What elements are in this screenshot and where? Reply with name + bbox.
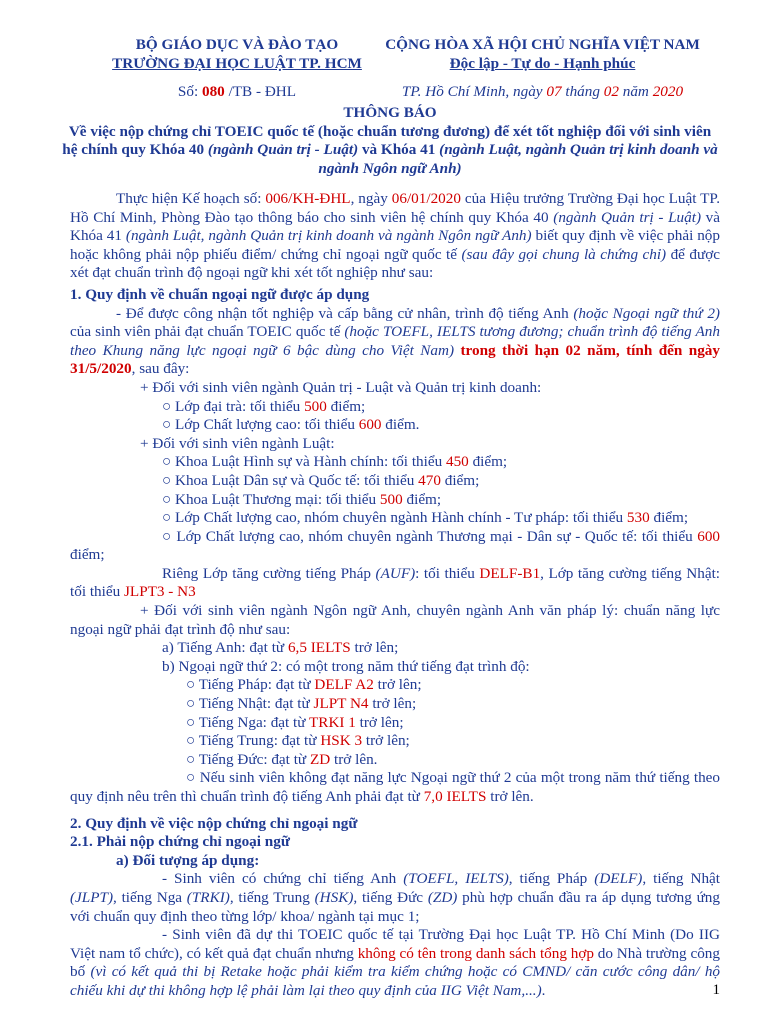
group-english-heading: + Đối với sinh viên ngành Ngôn ngữ Anh, chuyên ngành Anh văn pháp lý: chuẩn năng lực ngoại ngữ phải đạt trình độ như sau: [70, 602, 720, 638]
list-item: ○ Khoa Luật Hình sự và Hành chính: tối thiểu 450 điểm; [162, 453, 508, 471]
document-body [70, 190, 720, 1001]
motto: Độc lập - Tự do - Hạnh phúc [449, 54, 636, 72]
list-item: ○ Khoa Luật Thương mại: tối thiểu 500 điểm; [162, 490, 442, 508]
section-2-title: 2. Quy định về việc nộp chứng chỉ ngoại ngữ [70, 814, 358, 832]
fallback-ielts-note: ○ Nếu sinh viên không đạt năng lực Ngoại ngữ thứ 2 của một trong năm thứ tiếng theo quy định nêu trên thì chuẩn trình độ tiếng Anh phải đạt từ 7,0 IELTS trở lên. [70, 769, 720, 805]
list-item: ○ Tiếng Trung: đạt từ HSK 3 trở lên; [186, 732, 410, 750]
list-item: ○ Tiếng Pháp: đạt từ DELF A2 trở lên; [186, 676, 422, 694]
document-number: Số: 080 /TB - ĐHL [177, 83, 297, 101]
group-law-heading: + Đối với sinh viên ngành Luật: [140, 434, 335, 452]
notice-title-block [60, 104, 720, 178]
notice-subtitle: Về việc nộp chứng chỉ TOEIC quốc tế (hoặc chuẩn tương đương) để xét tốt nghiệp đối với sinh viên hệ chính quy Khóa 40 (ngành Quản trị - Luật) và Khóa 41 (ngành Luật, ngành Quản trị kinh doanh và ngành Ngôn ngữ Anh) [62, 122, 718, 177]
list-item: ○ Lớp đại trà: tối thiểu 500 điểm; [162, 397, 366, 415]
section-1-paragraph: - Để được công nhận tốt nghiệp và cấp bằng cử nhân, trình độ tiếng Anh (hoặc Ngoại ngữ thứ 2) của sinh viên phải đạt chuẩn TOEIC quốc tế (hoặc TOEFL, IELTS tương đương; chuẩn trình độ tiếng Anh theo Khung năng lực ngoại ngữ 6 bậc dùng cho Việt Nam) trong thời hạn 02 năm, tính đến ngày 31/5/2020, sau đây: [70, 304, 720, 378]
auf-jlpt-note: Riêng Lớp tăng cường tiếng Pháp (AUF): tối thiểu DELF-B1, Lớp tăng cường tiếng Nhật: tối thiểu JLPT3 - N3 [70, 564, 721, 601]
document-date: TP. Hồ Chí Minh, ngày 07 tháng 02 năm 2020 [401, 83, 684, 101]
list-item: ○ Lớp Chất lượng cao, nhóm chuyên ngành Thương mại - Dân sự - Quốc tế: tối thiểu 600 điểm; [70, 527, 720, 564]
section-2-paragraph: - Sinh viên có chứng chỉ tiếng Anh (TOEFL, IELTS), tiếng Pháp (DELF), tiếng Nhật (JLPT), tiếng Nga (TRKI), tiếng Trung (HSK), tiếng Đức (ZD) phù hợp chuẩn đầu ra áp dụng tương ứng với chuẩn quy định theo từng lớp/ khoa/ ngành tại mục 1; [70, 870, 721, 925]
ministry-name: BỘ GIÁO DỤC VÀ ĐÀO TẠO [135, 36, 339, 53]
page-number: 1 [712, 982, 720, 999]
list-item: b) Ngoại ngữ thứ 2: có một trong năm thứ tiếng đạt trình độ: [162, 657, 530, 675]
notice-heading: THÔNG BÁO [343, 104, 437, 121]
list-item: ○ Tiếng Đức: đạt từ ZD trở lên. [186, 750, 378, 768]
list-item: ○ Lớp Chất lượng cao, nhóm chuyên ngành Hành chính - Tư pháp: tối thiểu 530 điểm; [162, 509, 689, 527]
section-1-title: 1. Quy định về chuẩn ngoại ngữ được áp dụng [70, 285, 370, 303]
list-item: ○ Tiếng Nhật: đạt từ JLPT N4 trở lên; [186, 695, 417, 713]
section-2-paragraph: - Sinh viên đã dự thi TOEIC quốc tế tại Trường Đại học Luật TP. Hồ Chí Minh (Do IIG Việt nam tổ chức), có kết quả đạt chuẩn nhưng không có tên trong danh sách tổng hợp do Nhà trường công bố (vì có kết quả thi bị Retake hoặc phải kiểm tra kiểm chứng hoặc có CMND/ căn cước công dân/ hộ chiếu khi dự thi không hợp lệ phải làm lại theo quy định của IIG Việt Nam,...). [70, 926, 721, 999]
list-item: a) Tiếng Anh: đạt từ 6,5 IELTS trở lên; [162, 639, 399, 657]
list-item: ○ Lớp Chất lượng cao: tối thiểu 600 điểm. [162, 416, 420, 434]
applicable-subjects-heading: a) Đối tượng áp dụng: [116, 851, 260, 869]
section-2-1-title: 2.1. Phải nộp chứng chỉ ngoại ngữ [70, 833, 290, 851]
intro-paragraph: Thực hiện Kế hoạch số: 006/KH-ĐHL, ngày 06/01/2020 của Hiệu trưởng Trường Đại học Luật TP. Hồ Chí Minh, Phòng Đào tạo thông báo cho sinh viên hệ chính quy Khóa 40 (ngành Quản trị - Luật) và Khóa 41 (ngành Luật, ngành Quản trị kinh doanh và ngành Ngôn ngữ Anh) biết quy định về việc phải nộp hoặc không phải nộp phiếu điểm/ chứng chỉ ngoại ngữ quốc tế (sau đây gọi chung là chứng chỉ) để được xét đạt chuẩn trình độ ngoại ngữ khi xét tốt nghiệp như sau: [70, 190, 721, 282]
list-item: ○ Tiếng Nga: đạt từ TRKI 1 trở lên; [186, 713, 404, 731]
country-name: CỘNG HÒA XÃ HỘI CHỦ NGHĨA VIỆT NAM [385, 36, 700, 53]
group-qt-heading: + Đối với sinh viên ngành Quản trị - Luật và Quản trị kinh doanh: [140, 378, 542, 396]
university-name: TRƯỜNG ĐẠI HỌC LUẬT TP. HCM [112, 54, 362, 72]
list-item: ○ Khoa Luật Dân sự và Quốc tế: tối thiểu 470 điểm; [162, 471, 480, 489]
